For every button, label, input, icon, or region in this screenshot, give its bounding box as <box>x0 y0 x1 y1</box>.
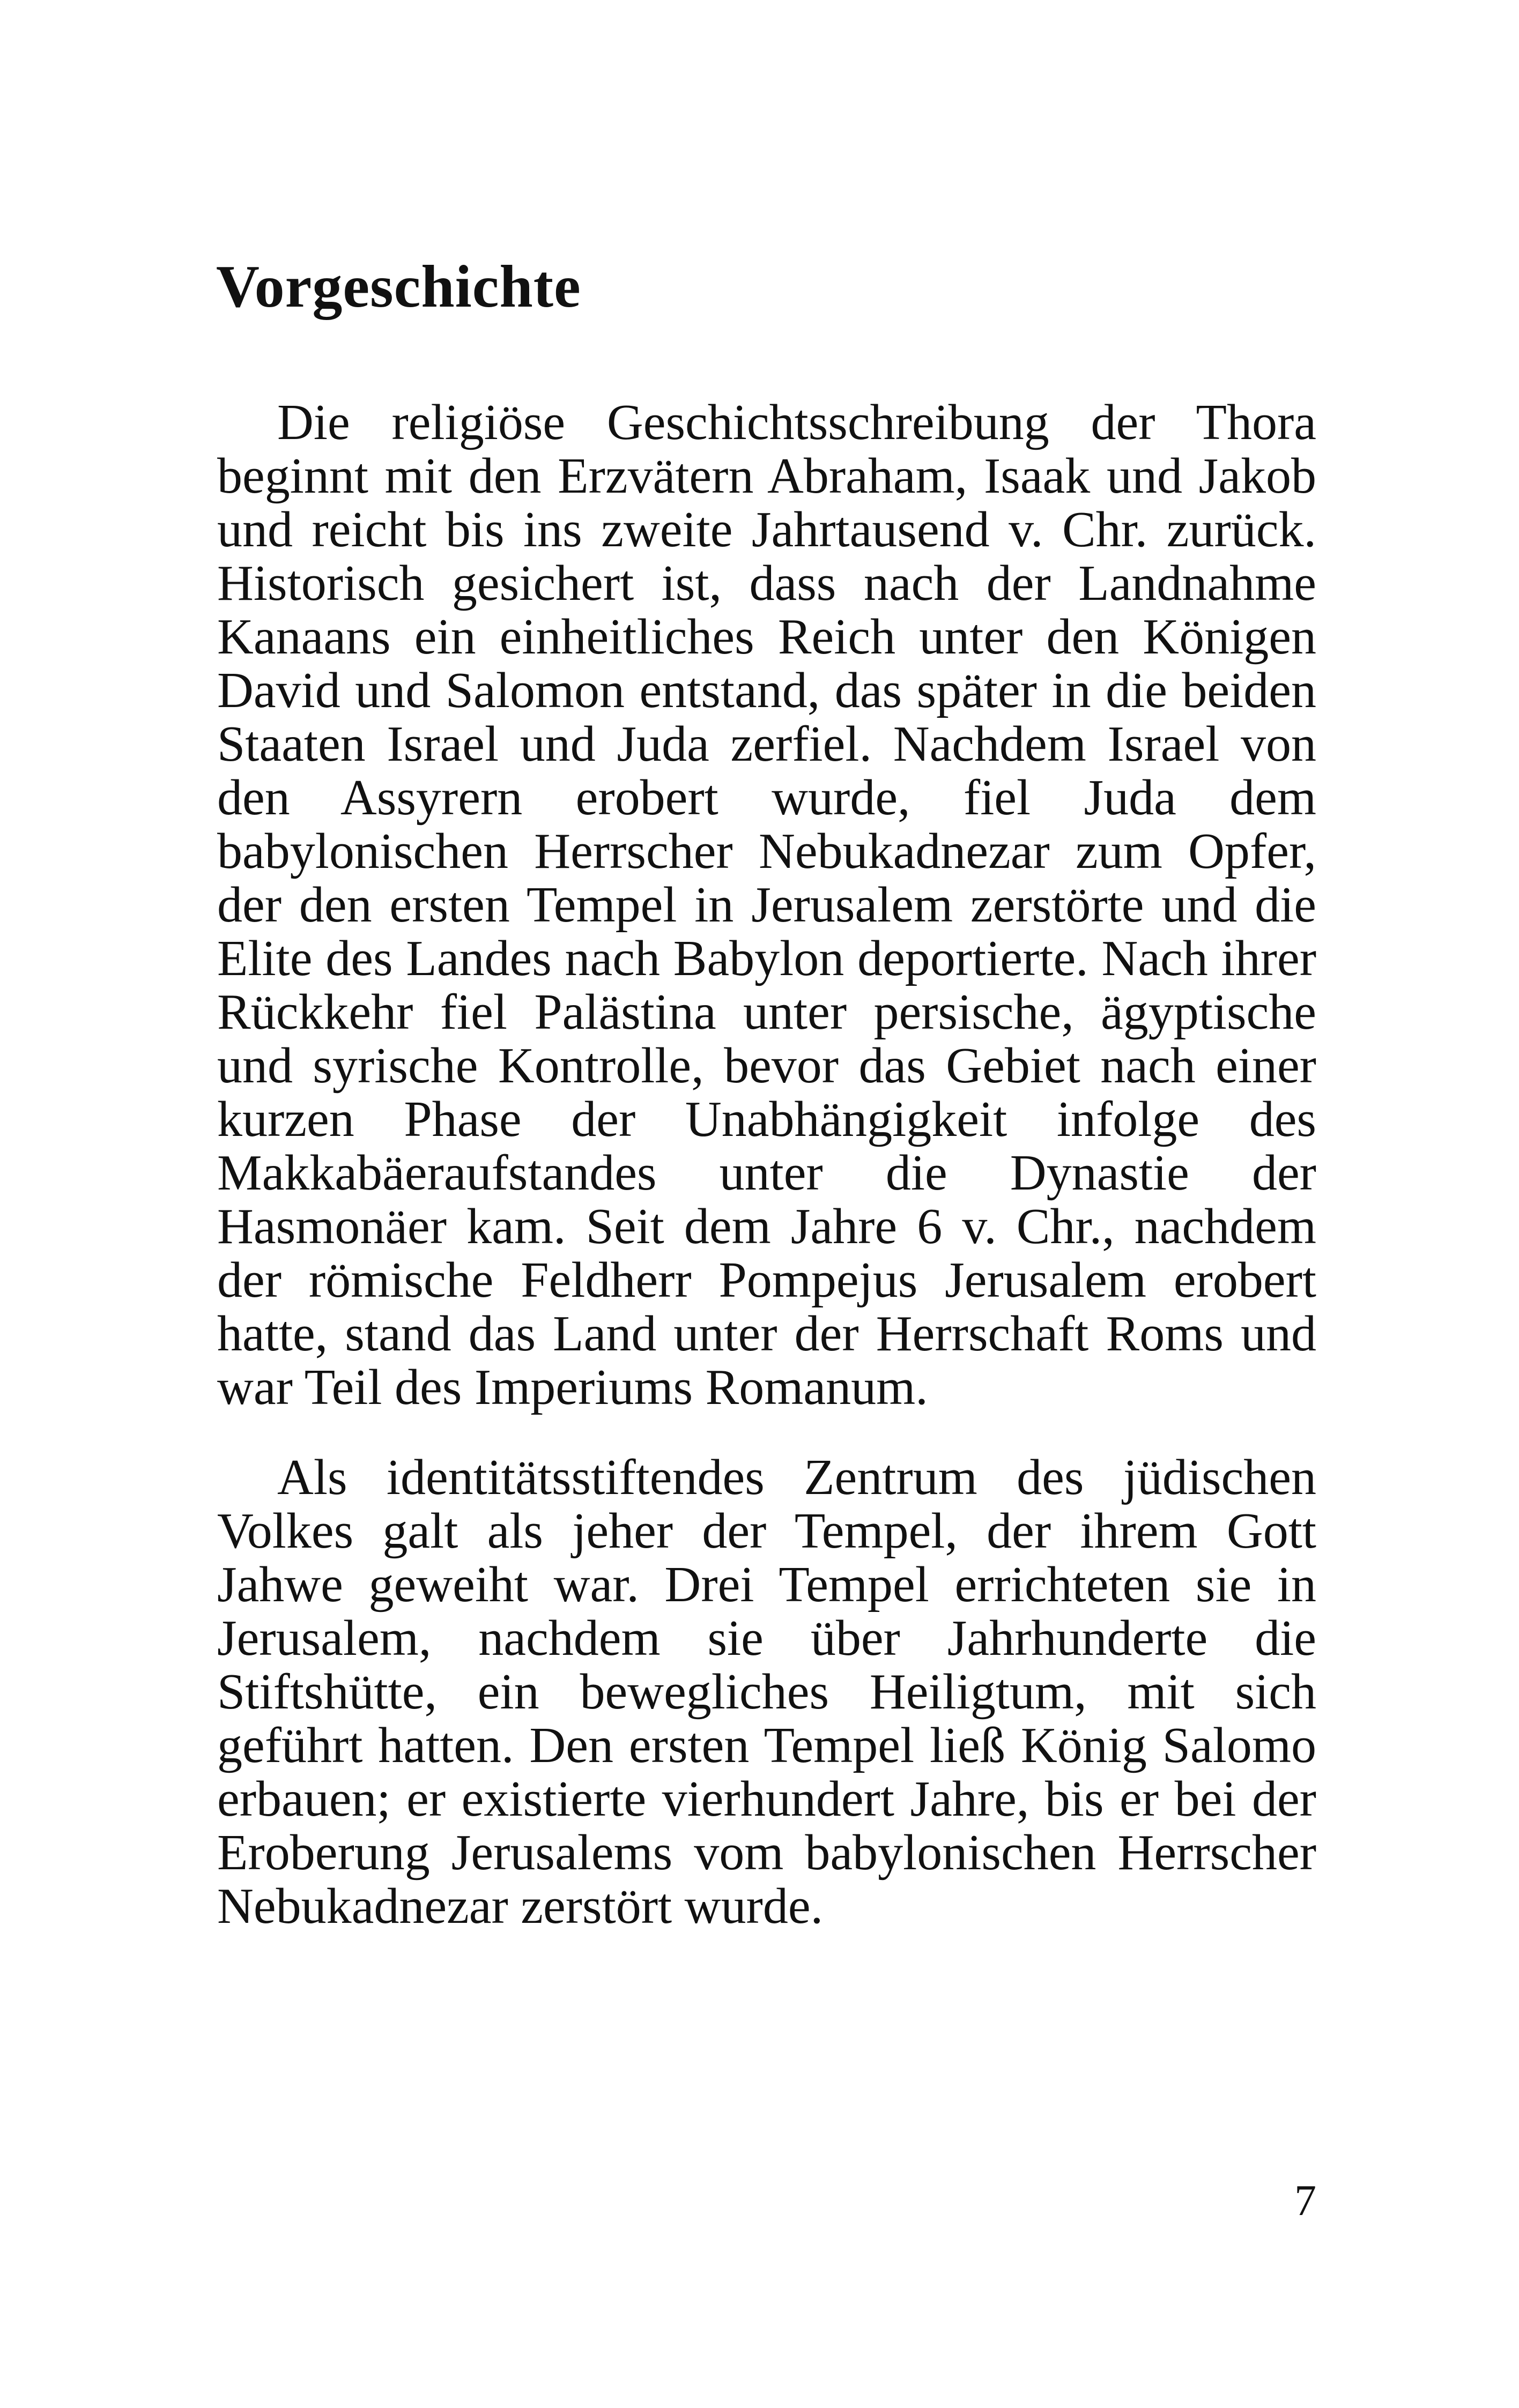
paragraph-1: Die religiöse Geschichtsschreibung der Thora beginnt mit den Erzvätern Abraham, Isaak und Jakob und reicht bis ins zweite Jahrtausend v. Chr. zurück. Historisch gesichert ist, dass nach der Landnahme Kanaans ein einheitliches Reich unter den Königen David und Salomon entstand, das später in die beiden Staaten Israel und Juda zerfiel. Nachdem Israel von den Assyrern erobert wurde, fiel Juda dem babylonischen Herrscher Nebukadnezar zum Opfer, der den ersten Tempel in Jerusalem zerstörte und die Elite des Landes nach Babylon deportierte. Nach ihrer Rückkehr fiel Palästina unter persische, ägyptische und syrische Kontrolle, bevor das Gebiet nach einer kurzen Phase der Unabhängigkeit infolge des Makkabäeraufstandes unter die Dynastie der Hasmonäer kam. Seit dem Jahre 6 v. Chr., nachdem der römische Feldherr Pompejus Jerusalem erobert hatte, stand das Land unter der Herrschaft Roms und war Teil des Imperiums Romanum. <box>217 395 1316 1415</box>
paragraph-2: Als identitätsstiftendes Zentrum des jüdischen Volkes galt als jeher der Tempel, der ihrem Gott Jahwe geweiht war. Drei Tempel errichteten sie in Jerusalem, nachdem sie über Jahrhunderte die Stiftshütte, ein bewegliches Heiligtum, mit sich geführt hatten. Den ersten Tempel ließ König Salomo erbauen; er existierte vierhundert Jahre, bis er bei der Eroberung Jerusalems vom babylonischen Herrscher Nebukadnezar zerstört wurde. <box>217 1450 1316 1934</box>
chapter-heading: Vorgeschichte <box>216 254 581 320</box>
body-text <box>217 396 1316 1933</box>
page-number: 7 <box>1294 2176 1316 2225</box>
